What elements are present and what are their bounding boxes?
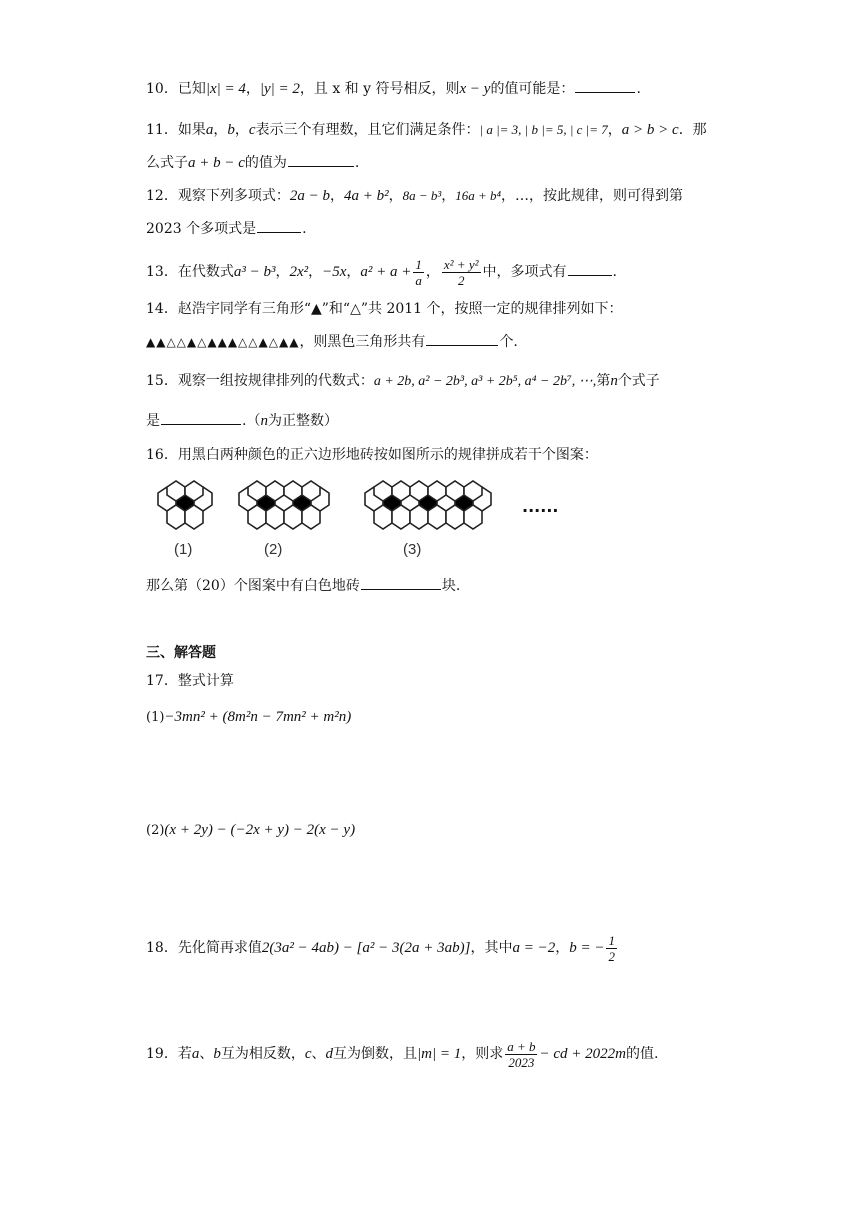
question-12: 12．观察下列多项式：2a − b，4a + b²，8a − b³，16a + b⁴，…，按此规律，则可得到第 [146, 188, 684, 204]
hex-tile-white [464, 505, 482, 529]
hex-tile-white [167, 505, 185, 529]
section-heading: 三、解答题 [146, 645, 216, 661]
question-number: 18． [146, 940, 178, 956]
hex-tile-white [446, 505, 464, 529]
question-14-line2: ▲▲△△▲△▲▲▲△△▲△▲▲，则黑色三角形共有 个. [146, 331, 518, 352]
answer-blank[interactable] [288, 152, 354, 167]
question-14: 14．赵浩宇同学有三角形“▲”和“△”共 2011 个，按照一定的规律排列如下： [146, 301, 623, 317]
question-number: 12． [146, 188, 178, 204]
hexagon-tile-figure [140, 474, 580, 564]
figure-caption-1: (1) [174, 541, 193, 558]
question-18: 18．先化简再求值2(3a² − 4ab) − [a² − 3(2a + 3ab)]，其中a = −2，b = − $\frac{1}{2}$ [146, 932, 615, 964]
hex-tile-white [428, 505, 446, 529]
fraction: $\frac{\text{x² + y²}}{2}$ [443, 256, 479, 288]
hex-tile-white [374, 505, 392, 529]
question-17-part-2: (2)(x + 2y) − (−2x + y) − 2(x − y) [146, 822, 356, 838]
question-number: 13． [146, 264, 178, 280]
figure-caption-3: (3) [403, 541, 422, 558]
hex-tile-white [392, 505, 410, 529]
answer-blank[interactable] [575, 78, 635, 93]
pattern-3 [365, 481, 491, 529]
question-number: 10． [146, 81, 178, 97]
question-number: 17． [146, 673, 178, 689]
hex-tile-white [248, 505, 266, 529]
fraction: $\frac{1}{2}$ [608, 932, 615, 964]
question-17: 17．整式计算 [146, 673, 234, 689]
hex-tile-white [266, 505, 284, 529]
question-10: 10．已知|x| = 4，|y| = 2，且 x 和 y 符号相反，则x − y的值可能是： . [146, 78, 641, 99]
question-12-line2: 2023 个多项式是 . [146, 218, 307, 239]
question-17-part-1: (1)−3mn² + (8m²n − 7mn² + m²n) [146, 709, 352, 725]
question-11: 11．如果a，b，c表示三个有理数，且它们满足条件：| a |= 3, | b |= 5, | c |= 7，a > b > c．那 [146, 122, 707, 138]
question-15: 15．观察一组按规律排列的代数式：a + 2b, a² − 2b³, a³ + 2b⁵, a⁴ − 2b⁷, ⋯,第n个式子 [146, 373, 660, 389]
hex-tile-white [410, 505, 428, 529]
answer-blank[interactable] [426, 331, 498, 346]
triangle-sequence: ▲▲△△▲△▲▲▲△△▲△▲▲ [146, 335, 300, 349]
question-13: 13．在代数式a³ − b³，2x²，−5x，a² + a + $\frac{1}{a}$ ， $\frac{\text{x² + y²}}{2}$ 中，多项式有 . [146, 256, 617, 288]
answer-blank[interactable] [161, 410, 241, 425]
question-11-line2: 么式子a + b − c的值为 . [146, 152, 359, 173]
hex-tile-white [302, 505, 320, 529]
question-number: 14． [146, 301, 178, 317]
hex-tile-white [185, 505, 203, 529]
question-19: 19．若a、b互为相反数，c、d互为倒数，且|m| = 1，则求 $\frac{a + b}{2023}$ − cd + 2022m的值. [146, 1038, 659, 1070]
question-number: 19． [146, 1046, 178, 1062]
pattern-1 [158, 481, 212, 529]
pattern-2 [239, 481, 329, 529]
answer-blank[interactable] [361, 575, 441, 590]
question-16: 16．用黑白两种颜色的正六边形地砖按如图所示的规律拼成若干个图案： [146, 447, 598, 463]
answer-blank[interactable] [257, 218, 301, 233]
ellipsis: ...... [522, 497, 559, 516]
question-number: 16． [146, 447, 178, 463]
answer-blank[interactable] [568, 261, 612, 276]
question-number: 11． [146, 122, 178, 138]
fraction: $\frac{a + b}{2023}$ [507, 1038, 536, 1070]
question-15-line2: 是 .（n为正整数） [146, 410, 338, 431]
question-16-line2: 那么第（20）个图案中有白色地砖 块. [146, 575, 460, 596]
figure-caption-2: (2) [264, 541, 283, 558]
hex-tile-white [284, 505, 302, 529]
question-number: 15． [146, 373, 178, 389]
fraction: $\frac{1}{a}$ [415, 256, 422, 288]
